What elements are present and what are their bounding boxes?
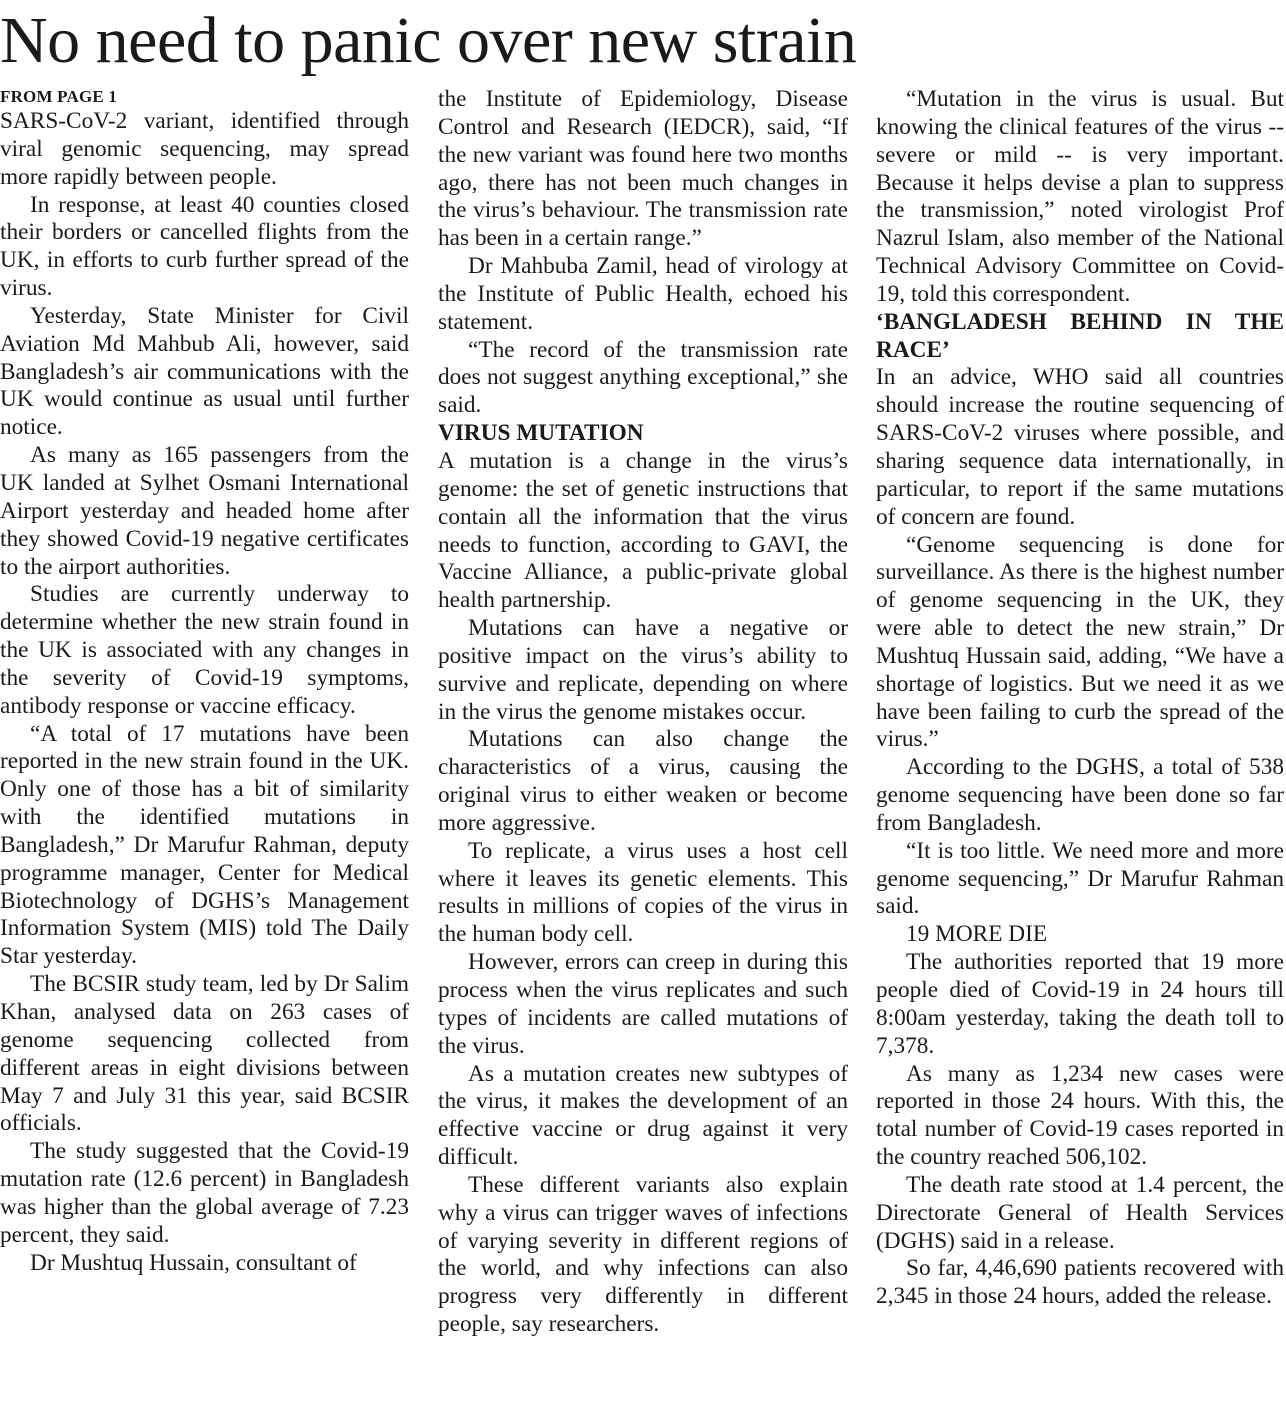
headline: No need to panic over new strain: [0, 4, 857, 77]
paragraph: As many as 1,234 new cases were reported in those 24 hours. With this, the total number of Covid-19 cases reported in the country reached 506,102.: [876, 1060, 1284, 1171]
paragraph: However, errors can creep in during this process when the virus replicates and such types of incidents are called mutations of the virus.: [438, 949, 848, 1059]
paragraph: Mutations can have a negative or positive impact on the virus’s ability to survive and replicate, depending on where in the virus the genome mistakes occur.: [438, 615, 848, 725]
paragraph: Dr Mahbuba Zamil, head of virology at the Institute of Public Health, echoed his statement.: [438, 253, 848, 335]
subhead-19-more-die: 19 MORE DIE: [906, 921, 1048, 948]
paragraph: According to the DGHS, a total of 538 genome sequencing have been done so far from Bangladesh.: [876, 754, 1284, 836]
subhead-virus-mutation: VIRUS MUTATION: [438, 420, 644, 447]
paragraph-continued: the Institute of Epidemiology, Disease Control and Research (IEDCR), said, “If the new variant was found here two months ago, there has not been much changes in the virus’s behaviour. The transmission rate has been in a certain range.”: [438, 86, 848, 252]
paragraph: The BCSIR study team, led by Dr Salim Khan, analysed data on 263 cases of genome sequencing collected from different areas in eight divisions between May 7 and July 31 this year, said BCSIR officials.: [0, 971, 409, 1137]
paragraph: As a mutation creates new subtypes of the virus, it makes the development of an effective vaccine or drug against it very difficult.: [438, 1060, 848, 1171]
paragraph: “Genome sequencing is done for surveillance. As there is the highest number of genome sequencing in the UK, they were able to detect the new strain,” Dr Mushtuq Hussain said, adding, “We have a shortage of logistics. But we need it as we have been failing to curb the spread of the virus.”: [876, 531, 1284, 753]
paragraph: As many as 165 passengers from the UK landed at Sylhet Osmani International Airport yesterday and headed home after they showed Covid-19 negative certificates to the airport authorities.: [0, 442, 409, 580]
paragraph: In an advice, WHO said all countries should increase the routine sequencing of SARS-CoV-2 viruses where possible, and sharing sequence data internationally, in particular, to report if the same mutations of concern are found.: [876, 364, 1284, 530]
paragraph: Mutations can also change the characteristics of a virus, causing the original virus to either weaken or become more aggressive.: [438, 726, 848, 836]
paragraph: So far, 4,46,690 patients recovered with 2,345 in those 24 hours, added the release.: [876, 1255, 1284, 1310]
article-column-1: [0, 85, 409, 1420]
paragraph: Yesterday, State Minister for Civil Aviation Md Mahbub Ali, however, said Bangladesh’s air communications with the UK would continue as usual until further notice.: [0, 302, 409, 441]
paragraph: In response, at least 40 counties closed their borders or cancelled flights from the UK, in efforts to curb further spread of the virus.: [0, 191, 409, 302]
kicker-from-page: FROM PAGE 1: [0, 87, 118, 106]
paragraph: The study suggested that the Covid-19 mutation rate (12.6 percent) in Bangladesh was higher than the global average of 7.23 percent, they said.: [0, 1138, 409, 1248]
paragraph: The death rate stood at 1.4 percent, the Directorate General of Health Services (DGHS) said in a release.: [876, 1171, 1284, 1254]
paragraph: Studies are currently underway to determine whether the new strain found in the UK is associated with any changes in the severity of Covid-19 symptoms, antibody response or vaccine efficacy.: [0, 581, 409, 719]
paragraph: “Mutation in the virus is usual. But knowing the clinical features of the virus -- severe or mild -- is very important. Because it helps devise a plan to suppress the transmission,” noted virologist Prof Nazrul Islam, also member of the National Technical Advisory Committee on Covid-19, told this correspondent.: [876, 86, 1284, 307]
article-column-2: [438, 86, 848, 1421]
paragraph: “The record of the transmission rate does not suggest anything exceptional,” she said.: [438, 336, 848, 419]
paragraph: Dr Mushtuq Hussain, consultant of: [30, 1249, 357, 1276]
paragraph: These different variants also explain why a virus can trigger waves of infections of varying severity in different regions of the world, and why infections can also progress very differently in different people, say researchers.: [438, 1171, 848, 1338]
paragraph: “It is too little. We need more and more genome sequencing,” Dr Marufur Rahman said.: [876, 837, 1284, 920]
paragraph: “A total of 17 mutations have been reported in the new strain found in the UK. Only one of those has a bit of similarity with the identified mutations in Bangladesh,” Dr Marufur Rahman, deputy programme manager, Center for Medical Biotechnology of DGHS’s Management Information System (MIS) told The Daily Star yesterday.: [0, 720, 409, 970]
paragraph: To replicate, a virus uses a host cell where it leaves its genetic elements. This results in millions of copies of the virus in the human body cell.: [438, 837, 848, 948]
paragraph: SARS-CoV-2 variant, identified through viral genomic sequencing, may spread more rapidly between people.: [0, 108, 409, 190]
subhead-bangladesh-behind: ‘BANGLADESH BEHIND IN THE RACE’: [876, 308, 1284, 363]
article-column-3: [876, 86, 1284, 1421]
paragraph: A mutation is a change in the virus’s genome: the set of genetic instructions that contain all the information that the virus needs to function, according to GAVI, the Vaccine Alliance, a public-private global health partnership.: [438, 447, 848, 614]
paragraph: The authorities reported that 19 more people died of Covid-19 in 24 hours till 8:00am yesterday, taking the death toll to 7,378.: [876, 949, 1284, 1059]
